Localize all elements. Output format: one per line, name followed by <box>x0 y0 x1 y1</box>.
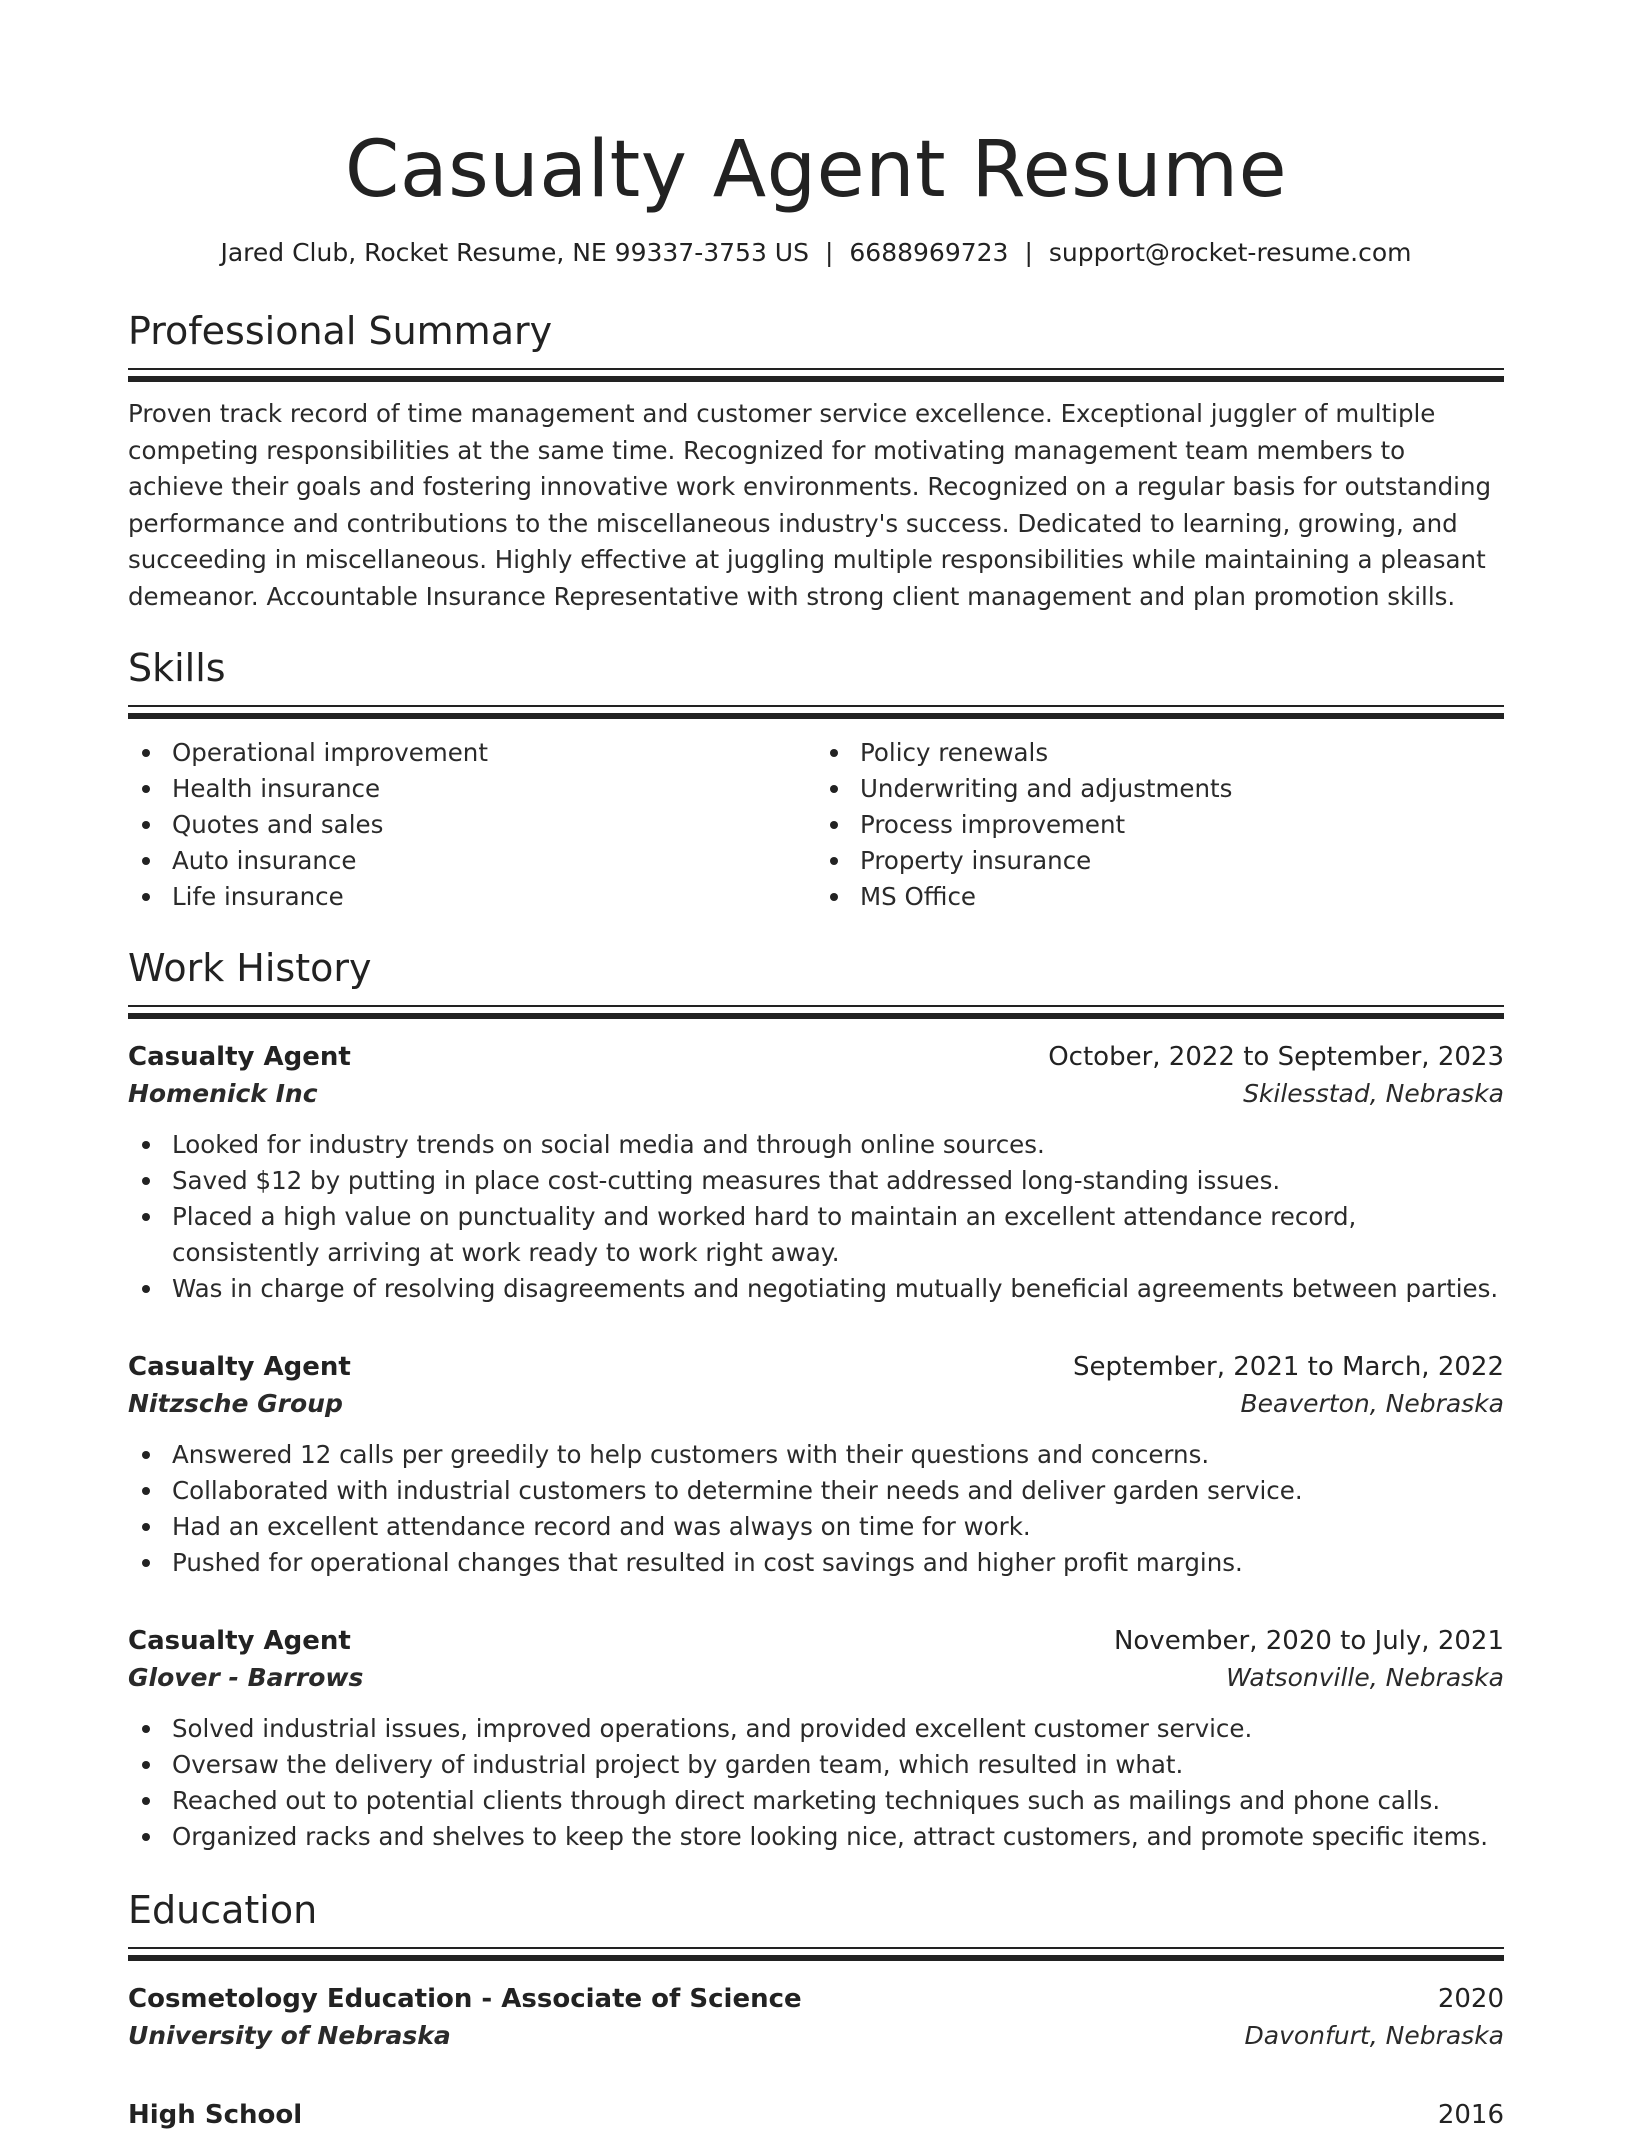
summary-text: Proven track record of time management and customer service excellence. Exceptional juggler of multiple competing responsibilities at the same time. Recognized for motivating management team members to achieve their goals and fostering innovative work environments. Recognized on a regular basis for outstanding performance and contributions to the miscellaneous industry's success. Dedicated to learning, growing, and succeeding in miscellaneous. Highly effective at juggling multiple responsibilities while maintaining a pleasant demeanor. Accountable Insurance Representative with strong client management and plan promotion skills. <box>128 399 1492 611</box>
job-bullet: Had an excellent attendance record and was always on time for work. <box>128 1509 1504 1545</box>
job-location: Skilesstad, Nebraska <box>1243 1079 1504 1108</box>
summary-section <box>128 306 1504 615</box>
job-entry <box>128 1623 1504 1855</box>
job-bullet: Answered 12 calls per greedily to help customers with their questions and concerns. <box>128 1437 1504 1473</box>
education-degree: Cosmetology Education - Associate of Science <box>128 1984 802 2014</box>
job-location: Watsonville, Nebraska <box>1226 1663 1504 1692</box>
summary-heading: Professional Summary <box>128 309 553 353</box>
job-dates: November, 2020 to July, 2021 <box>1113 1626 1504 1656</box>
skills-list <box>128 735 1504 915</box>
job-bullet: Solved industrial issues, improved operations, and provided excellent customer service. <box>128 1711 1504 1747</box>
job-bullet: Collaborated with industrial customers to determine their needs and deliver garden service. <box>128 1473 1504 1509</box>
job-bullet: Organized racks and shelves to keep the store looking nice, attract customers, and promote specific items. <box>128 1819 1504 1855</box>
job-location: Beaverton, Nebraska <box>1240 1389 1504 1418</box>
job-bullet: Pushed for operational changes that resulted in cost savings and higher profit margins. <box>128 1545 1504 1581</box>
education-entry <box>128 1981 1504 2055</box>
skill-item: MS Office <box>816 879 1504 915</box>
skill-item: Policy renewals <box>816 735 1504 771</box>
job-bullet: Reached out to potential clients through direct marketing techniques such as mailings and phone calls. <box>128 1783 1504 1819</box>
skills-heading: Skills <box>128 646 226 690</box>
skills-section <box>128 643 1504 915</box>
job-bullet: Saved $12 by putting in place cost-cutting measures that addressed long-standing issues. <box>128 1163 1504 1199</box>
contact-separator: | <box>824 238 834 267</box>
skill-item: Property insurance <box>816 843 1504 879</box>
skill-item: Quotes and sales <box>128 807 816 843</box>
education-school-row <box>128 2017 1504 2055</box>
job-bullets <box>128 1127 1504 1307</box>
work-history-heading: Work History <box>128 946 372 990</box>
education-header-row <box>128 2097 1504 2133</box>
education-location: Davonfurt, Nebraska <box>1244 2021 1504 2050</box>
work-history-section <box>128 943 1504 1855</box>
job-company-row <box>128 1075 1504 1113</box>
job-header-row <box>128 1039 1504 1075</box>
job-dates: September, 2021 to March, 2022 <box>1073 1352 1504 1382</box>
contact-line <box>128 236 1504 270</box>
job-header-row <box>128 1349 1504 1385</box>
education-year: 2020 <box>1437 1984 1504 2014</box>
section-divider <box>128 368 1504 380</box>
job-bullet: Oversaw the delivery of industrial project by garden team, which resulted in what. <box>128 1747 1504 1783</box>
job-entry <box>128 1039 1504 1307</box>
contact-email[interactable]: support@rocket-resume.com <box>1048 238 1412 267</box>
job-header-row <box>128 1623 1504 1659</box>
skill-item: Operational improvement <box>128 735 816 771</box>
skills-column-right <box>816 735 1504 915</box>
education-heading: Education <box>128 1888 318 1932</box>
education-section <box>128 1885 1504 2133</box>
job-bullet: Placed a high value on punctuality and worked hard to maintain an excellent attendance record, consistently arriving at work ready to work right away. <box>128 1199 1504 1271</box>
skills-column-left <box>128 735 816 915</box>
contact-address: Jared Club, Rocket Resume, NE 99337-3753 US <box>220 238 809 267</box>
job-company: Nitzsche Group <box>128 1389 343 1418</box>
education-header-row <box>128 1981 1504 2017</box>
job-title: Casualty Agent <box>128 1042 351 1072</box>
skill-item: Life insurance <box>128 879 816 915</box>
job-bullets <box>128 1437 1504 1581</box>
job-bullet: Was in charge of resolving disagreements and negotiating mutually beneficial agreements between parties. <box>128 1271 1504 1307</box>
skill-item: Underwriting and adjustments <box>816 771 1504 807</box>
job-bullets <box>128 1711 1504 1855</box>
education-degree: High School <box>128 2100 303 2130</box>
section-divider <box>128 1005 1504 1017</box>
job-entry <box>128 1349 1504 1581</box>
job-title: Casualty Agent <box>128 1626 351 1656</box>
education-school: University of Nebraska <box>128 2021 451 2050</box>
job-company: Homenick Inc <box>128 1079 318 1108</box>
skill-item: Auto insurance <box>128 843 816 879</box>
education-year: 2016 <box>1437 2100 1504 2130</box>
job-company-row <box>128 1385 1504 1423</box>
section-divider <box>128 705 1504 717</box>
job-company: Glover - Barrows <box>128 1663 364 1692</box>
section-divider <box>128 1947 1504 1959</box>
job-company-row <box>128 1659 1504 1697</box>
skill-item: Health insurance <box>128 771 816 807</box>
job-dates: October, 2022 to September, 2023 <box>1048 1042 1504 1072</box>
resume-title: Casualty Agent Resume <box>344 125 1288 215</box>
contact-phone: 6688969723 <box>849 238 1009 267</box>
contact-separator: | <box>1024 238 1033 267</box>
education-entry <box>128 2097 1504 2133</box>
skill-item: Process improvement <box>816 807 1504 843</box>
job-title: Casualty Agent <box>128 1352 351 1382</box>
job-bullet: Looked for industry trends on social media and through online sources. <box>128 1127 1504 1163</box>
